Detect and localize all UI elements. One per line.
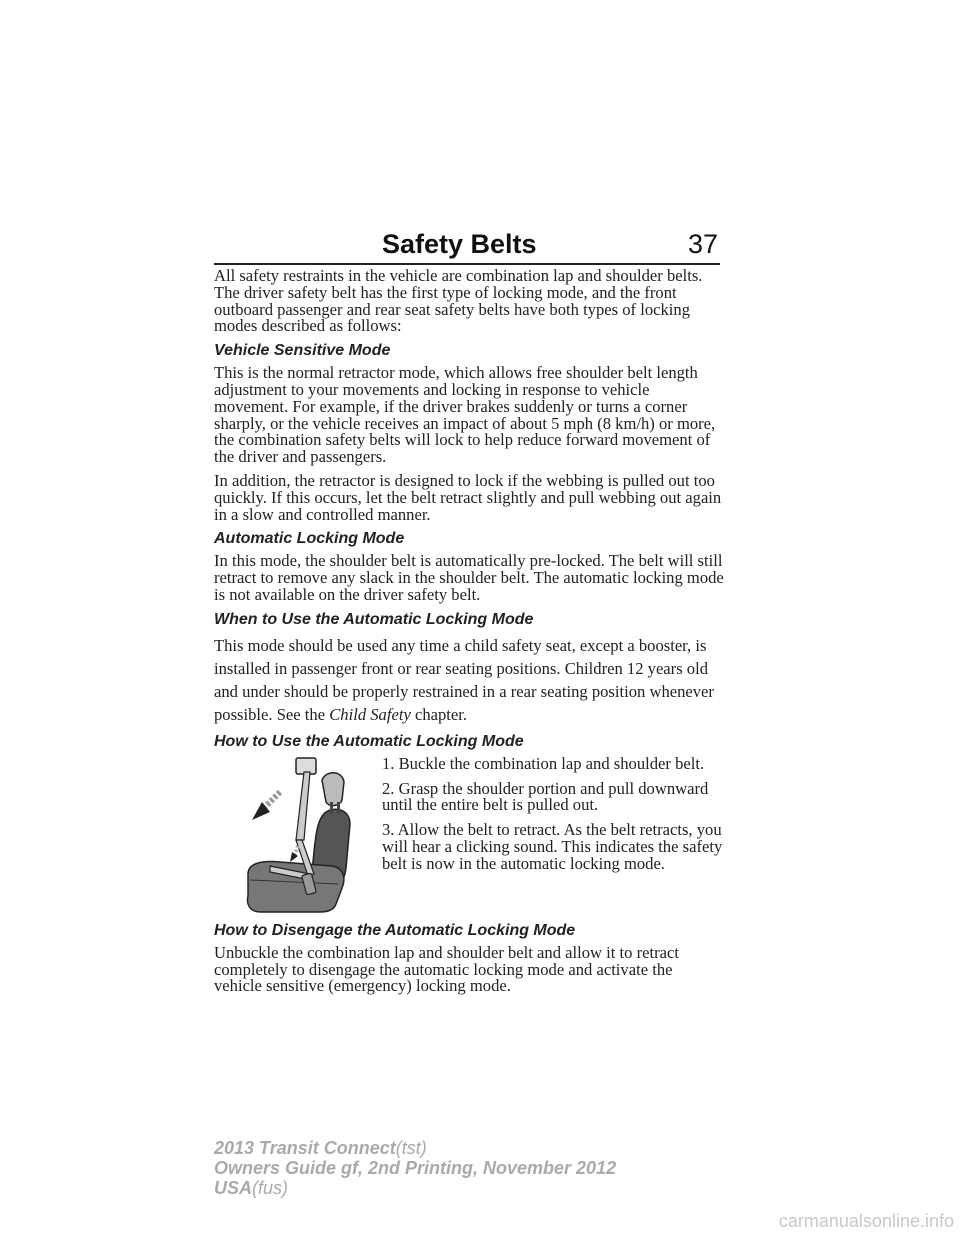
intro-paragraph: All safety restraints in the vehicle are combination lap and shoulder belts. The driver safety belt has the first type of locking mode, and the front outboard passenger and rear seat safety belts have both types of locking modes described as follows: bbox=[214, 266, 703, 336]
footer-line: Owners Guide gf, 2nd Printing, November 2012 bbox=[214, 1158, 617, 1178]
chapter-reference-link[interactable]: Child Safety bbox=[329, 704, 411, 724]
step-item: 2. Grasp the shoulder portion and pull downward until the entire belt is pulled out. bbox=[382, 778, 709, 815]
section-paragraph: Unbuckle the combination lap and shoulder belt and allow it to retract completely to disengage the automatic locking mode and activate the vehicle sensitive (emergency) locking mode. bbox=[214, 942, 679, 996]
section-heading-automatic-locking: Automatic Locking Mode bbox=[214, 530, 405, 548]
page-header bbox=[214, 229, 720, 265]
footer-market-code: (fus) bbox=[252, 1178, 289, 1198]
footer-market: USA bbox=[214, 1178, 253, 1198]
steps-list bbox=[382, 753, 732, 881]
footer-line bbox=[214, 1178, 616, 1198]
section-heading-when-to-use: When to Use the Automatic Locking Mode bbox=[214, 610, 534, 628]
section-paragraph: This is the normal retractor mode, which allows free shoulder belt length adjustment to your movements and locking in response to vehicle movement. For example, if the driver brakes suddenly or turns a corner sharply, or the vehicle receives an impact of about 5 mph (8 km/h) or more, the combination safety belts will lock to help reduce forward movement of the driver and passengers. bbox=[214, 363, 716, 467]
section-heading-how-to-use: How to Use the Automatic Locking Mode bbox=[214, 732, 524, 750]
section-paragraph: In addition, the retractor is designed to lock if the webbing is pulled out too quickly. If this occurs, let the belt retract slightly and pull webbing out again in a slow and controlled manner. bbox=[214, 470, 722, 524]
step-item: 1. Buckle the combination lap and shoulder belt. bbox=[382, 753, 705, 773]
section-paragraph: In this mode, the shoulder belt is automatically pre-locked. The belt will still retract to remove any slack in the shoulder belt. The automatic locking mode is not available on the driver safety belt. bbox=[214, 551, 724, 604]
site-watermark: carmanualsonline.info bbox=[778, 1211, 954, 1231]
section-paragraph bbox=[214, 634, 724, 726]
footer-model-code: (tst) bbox=[395, 1138, 427, 1158]
document-footer bbox=[214, 1138, 616, 1198]
footer-model: 2013 Transit Connect bbox=[214, 1138, 396, 1158]
how-to-use-block bbox=[214, 753, 724, 906]
page-number: 37 bbox=[687, 229, 718, 259]
seat-belt-illustration bbox=[240, 756, 370, 916]
page-body bbox=[214, 268, 724, 1002]
section-heading-vehicle-sensitive: Vehicle Sensitive Mode bbox=[214, 342, 391, 360]
footer-line bbox=[214, 1138, 616, 1158]
page-title: Safety Belts bbox=[382, 229, 537, 259]
paragraph-text: chapter. bbox=[414, 704, 468, 724]
section-heading-how-to-disengage: How to Disengage the Automatic Locking Mode bbox=[214, 921, 576, 939]
step-item: 3. Allow the belt to retract. As the belt retracts, you will hear a clicking sound. This indicates the safety belt is now in the automatic locking mode. bbox=[382, 820, 723, 873]
paragraph-text: This mode should be used any time a child safety seat, except a booster, is installed in passenger front or rear seating positions. Children 12 years old and under should be properly restrained in a rear seating position whenever possible. See the bbox=[214, 635, 714, 724]
